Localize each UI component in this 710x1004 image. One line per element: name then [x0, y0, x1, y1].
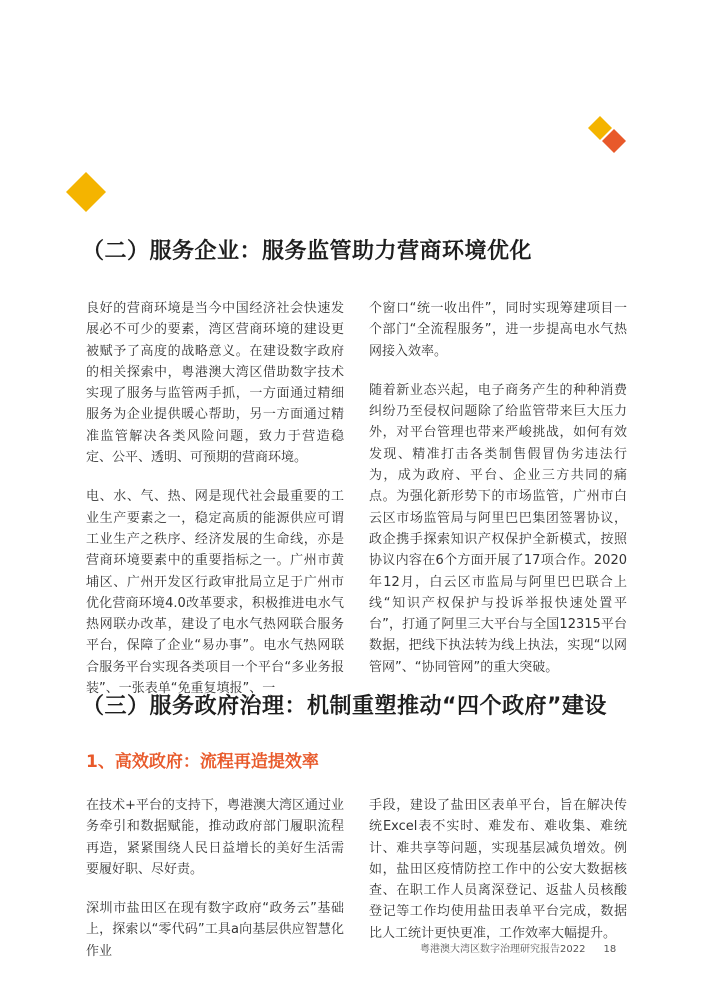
section2-right-column — [369, 298, 627, 696]
paragraph: 良好的营商环境是当今中国经济社会快速发展必不可少的要素，湾区营商环境的建设更被赋予了高度的战略意义。在建设数字政府的相关探索中，粤港澳大湾区借助数字技术实现了服务与监管两手抓，一方面通过精细服务为企业提供暖心帮助，另一方面通过精准监管解决各类风险问题，致力于营造稳定、公平、透明、可预期的营商环境。 — [86, 301, 344, 466]
paragraph: 随着新业态兴起，电子商务产生的种种消费纠纷乃至侵权问题除了给监管带来巨大压力外，对平台管理也带来严峻挑战，如何有效发现、精准打击各类制售假冒伪劣违法行为，成为政府、平台、企业三方共同的痛点。为强化新形势下的市场监管，广州市白云区市场监管局与阿里巴巴集团签署协议，政企携手探索知识产权保护全新模式，按照协议内容在6个方面开展了17项合作。2020年12月，白云区市监局与阿里巴巴联合上线“知识产权保护与投诉举报快速处置平台”，打通了阿里三大平台与全国12315平台数据，把线下执法转为线上执法，实现“以网管网”、“协同管网”的重大突破。 — [369, 382, 627, 675]
page-number: 18 — [603, 944, 617, 955]
paragraph: 在技术+平台的支持下，粤港澳大湾区通过业务牵引和数据赋能，推动政府部门履职流程再造，紧紧围绕人民日益增长的美好生活需要履好职、尽好责。 — [86, 798, 344, 877]
section2-left-column — [86, 298, 344, 717]
paragraph: 手段，建设了盐田区表单平台，旨在解决传统Excel表不实时、难发布、难收集、难统计、难共享等问题，实现基层减负增效。例如，盐田区疫情防控工作中的公安大数据核查、在职工作人员离深登记、返盐人员核酸登记等工作均使用盐田表单平台完成，数据比人工统计更快更准，工作效率大幅提升。 — [369, 798, 627, 941]
section3-right-column — [369, 795, 627, 962]
paragraph: 个窗口“统一收出件”，同时实现筹建项目一个部门“全流程服务”，进一步提高电水气热网接入效率。 — [369, 301, 627, 359]
diamond-icon — [64, 170, 108, 214]
footer-report-title: 粤港澳大湾区数字治理研究报告2022 — [420, 944, 586, 955]
sub-heading-efficient-government: 1、高效政府：流程再造提效率 — [86, 752, 319, 772]
diamond-pair-icon — [587, 115, 627, 155]
page-footer — [420, 940, 616, 955]
paragraph: 深圳市盐田区在现有数字政府“政务云”基础上，探索以“零代码”工具a向基层供应智慧化作业 — [86, 901, 344, 959]
section-heading-business-services: （二）服务企业：服务监管助力营商环境优化 — [82, 239, 533, 264]
section3-left-column — [86, 795, 344, 980]
section-heading-government-governance: （三）服务政府治理：机制重塑推动“四个政府”建设 — [82, 694, 607, 719]
paragraph: 电、水、气、热、网是现代社会最重要的工业生产要素之一，稳定高质的能源供应可谓工业生产之秩序、经济发展的生命线，亦是营商环境要素中的重要指标之一。广州市黄埔区、广州开发区行政审批局立足于广州市优化营商环境4.0改革要求，积极推进电水气热网联办改革，建设了电水气热网联合服务平台，保障了企业“易办事”。电水气热网联合服务平台实现各类项目一个平台“多业务报装”、一张表单“免重复填报”、一 — [86, 489, 344, 697]
